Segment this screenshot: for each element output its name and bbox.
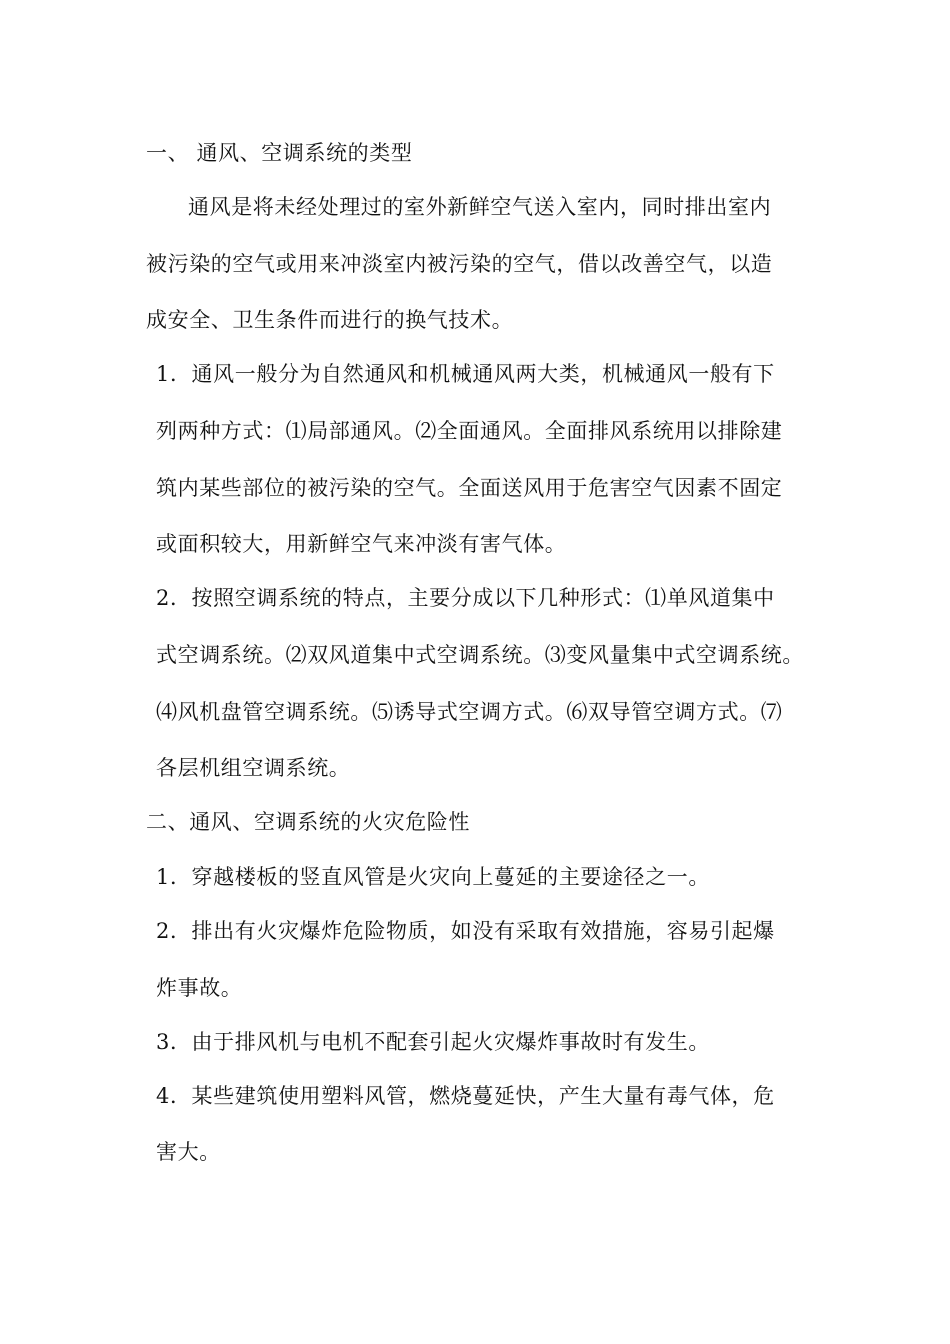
section-1-heading: 一、 通风、空调系统的类型: [146, 141, 413, 165]
section-2-item-2-line-2: 炸事故。: [156, 976, 243, 1000]
section-1-intro-line-1: 通风是将未经处理过的室外新鲜空气送入室内，同时排出室内: [188, 195, 772, 219]
section-2-item-2-line-1: 2．排出有火灾爆炸危险物质，如没有采取有效措施，容易引起爆: [156, 919, 775, 943]
section-1-item-2-line-4: 各层机组空调系统。: [156, 756, 351, 780]
section-2-item-1: 1．穿越楼板的竖直风管是火灾向上蔓延的主要途径之一。: [156, 865, 710, 889]
section-1-item-1-line-1: 1．通风一般分为自然通风和机械通风两大类，机械通风一般有下: [156, 362, 775, 386]
section-1-intro-line-3: 成安全、卫生条件而进行的换气技术。: [146, 308, 514, 332]
section-2-item-3: 3．由于排风机与电机不配套引起火灾爆炸事故时有发生。: [156, 1030, 710, 1054]
section-1-item-2-line-1: 2．按照空调系统的特点，主要分成以下几种形式：⑴单风道集中: [156, 586, 775, 610]
section-1-item-1-line-4: 或面积较大，用新鲜空气来冲淡有害气体。: [156, 532, 567, 556]
section-1-item-2-line-2: 式空调系统。⑵双风道集中式空调系统。⑶变风量集中式空调系统。: [156, 643, 804, 667]
section-1-item-2-line-3: ⑷风机盘管空调系统。⑸诱导式空调方式。⑹双导管空调方式。⑺: [156, 700, 783, 724]
section-1-item-1-line-2: 列两种方式：⑴局部通风。⑵全面通风。全面排风系统用以排除建: [156, 419, 783, 443]
section-2-heading: 二、通风、空调系统的火灾危险性: [146, 810, 470, 834]
section-1-item-1-line-3: 筑内某些部位的被污染的空气。全面送风用于危害空气因素不固定: [156, 476, 783, 500]
section-2-item-4-line-1: 4．某些建筑使用塑料风管，燃烧蔓延快，产生大量有毒气体，危: [156, 1084, 775, 1108]
section-2-item-4-line-2: 害大。: [156, 1140, 221, 1164]
section-1-intro-line-2: 被污染的空气或用来冲淡室内被污染的空气，借以改善空气，以造: [146, 252, 773, 276]
